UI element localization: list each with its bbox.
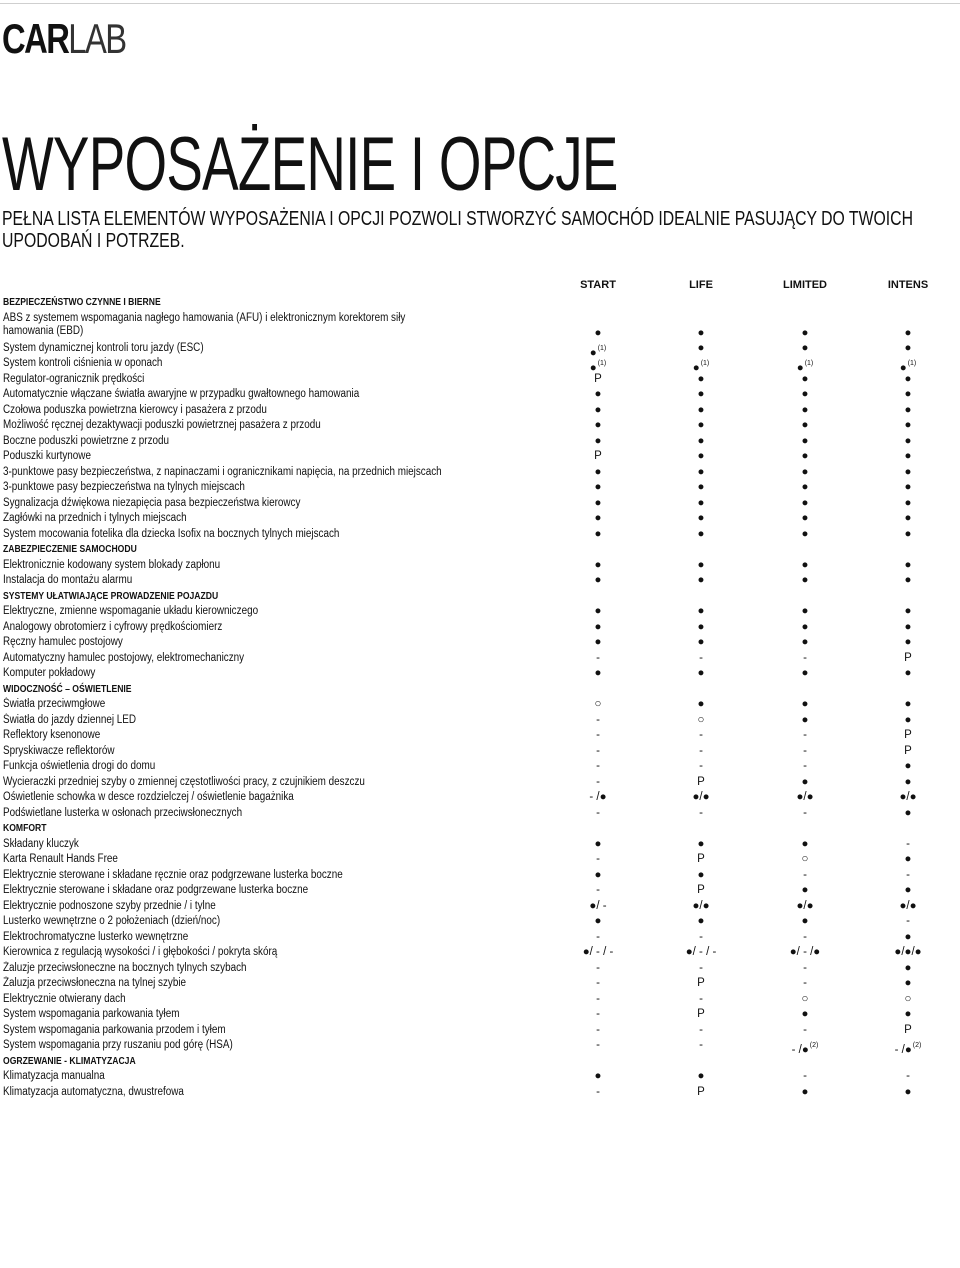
value-limited: ● (801, 775, 809, 788)
section-title: KOMFORT (3, 823, 47, 834)
footnote-marker: (1) (700, 360, 710, 367)
table-row (0, 698, 960, 714)
value-limited: ● (801, 667, 809, 679)
table-row (0, 962, 960, 978)
value-start: ○ (594, 698, 602, 710)
value-life: ●$^{(1)}$ (692, 360, 710, 374)
section-header (0, 822, 960, 838)
value-intens: - (906, 1070, 910, 1082)
value-limited: ● (801, 481, 809, 493)
value-life: - (699, 729, 703, 741)
table-row (0, 1086, 960, 1102)
table-row (0, 1039, 960, 1055)
value-start: - (596, 853, 600, 865)
table-row (0, 652, 960, 668)
feature-label: Reflektory ksenonowe (3, 729, 101, 741)
value-life: ● (697, 372, 705, 385)
value-life: ●/ - / - (685, 946, 717, 958)
value-life: ● (697, 388, 705, 400)
feature-label: Komputer pokładowy (3, 667, 96, 679)
value-limited: - (803, 651, 807, 664)
value-life: ● (697, 481, 705, 493)
value-limited: ●/ - /● (789, 946, 821, 958)
value-start: ● (594, 326, 602, 339)
value-intens: - (906, 837, 910, 850)
value-intens: ● (904, 527, 912, 540)
feature-label: Elektrycznie sterowane i składane ręcznie oraz podgrzewane lusterka boczne (3, 868, 343, 881)
feature-label: Sygnalizacja dźwiękowa niezapięcia pasa bezpieczeństwa kierowcy (3, 496, 301, 509)
value-life: - (699, 1023, 703, 1036)
table-row (0, 388, 960, 404)
value-limited: ● (801, 527, 809, 540)
value-start: - (596, 884, 600, 896)
table-row (0, 915, 960, 931)
value-limited: ○ (801, 992, 809, 1005)
value-life: ● (697, 512, 705, 524)
value-start: - (596, 713, 600, 726)
value-limited: - (803, 1070, 807, 1082)
value-life: ● (697, 434, 705, 447)
feature-label: Analogowy obrotomierz i cyfrowy prędkościomierz (3, 620, 223, 633)
table-row (0, 931, 960, 947)
value-limited: ● (801, 915, 809, 927)
feature-label: Instalacja do montażu alarmu (3, 574, 133, 586)
table-row (0, 605, 960, 621)
value-start: ● (594, 481, 602, 493)
column-header-intens: INTENS (887, 279, 929, 291)
table-row (0, 404, 960, 420)
table-row (0, 884, 960, 900)
brand-logo-light: LAB (68, 15, 126, 62)
value-intens: ●$^{(1)}$ (899, 360, 917, 374)
value-start: ● (594, 388, 602, 400)
feature-label: 3-punktowe pasy bezpieczeństwa, z napinaczami i ogranicznikami napięcia, na przednich miejscach (3, 465, 442, 478)
value-life: P (697, 1085, 705, 1098)
value-intens: ● (904, 574, 912, 586)
table-row (0, 497, 960, 513)
value-start: ●$^{(1)}$ (589, 344, 607, 359)
section-title: ZABEZPIECZENIE SAMOCHODU (3, 544, 137, 555)
feature-label: System kontroli ciśnienia w oponach (3, 357, 163, 369)
value-life: ● (697, 837, 705, 850)
value-life: ● (697, 698, 705, 710)
value-intens: P (904, 1023, 912, 1036)
footnote-marker: (1) (907, 360, 917, 367)
value-start: ● (594, 837, 602, 850)
value-intens: ● (904, 1085, 912, 1098)
value-limited: - /●$^{(2)}$ (791, 1042, 819, 1056)
value-intens: ● (904, 698, 912, 710)
value-intens: ● (904, 372, 912, 385)
value-intens: - /●$^{(2)}$ (894, 1042, 922, 1056)
section-header (0, 683, 960, 699)
table-row (0, 745, 960, 761)
feature-label: ABS z systemem wspomagania nagłego hamowania (AFU) i elektronicznym korektorem siły hamowania (EBD) (3, 311, 406, 337)
feature-label: Karta Renault Hands Free (3, 853, 118, 865)
value-life: ○ (697, 713, 705, 726)
value-intens: ● (904, 620, 912, 633)
value-intens: P (904, 729, 912, 741)
value-limited: ● (801, 372, 809, 385)
value-intens: ● (904, 465, 912, 478)
value-life: ●/● (692, 791, 710, 803)
value-start: ● (594, 915, 602, 927)
value-intens: ● (904, 388, 912, 400)
value-life: ● (697, 1070, 705, 1082)
value-limited: ● (801, 434, 809, 447)
value-intens: ● (904, 496, 912, 509)
table-row (0, 621, 960, 637)
value-intens: ● (904, 419, 912, 431)
value-intens: ● (904, 1008, 912, 1020)
feature-label: System mocowania fotelika dla dziecka Isofix na bocznych tylnych miejscach (3, 527, 340, 540)
value-intens: ● (904, 341, 912, 354)
table-row (0, 667, 960, 683)
value-intens: - (906, 868, 910, 881)
value-life: ● (697, 868, 705, 881)
footnote-marker: (2) (912, 1042, 922, 1049)
value-limited: - (803, 1023, 807, 1036)
feature-label: Zagłówki na przednich i tylnych miejscach (3, 512, 187, 524)
value-start: ● (594, 605, 602, 617)
feature-label: Wycieraczki przedniej szyby o zmiennej częstotliwości pracy, z czujnikiem deszczu (3, 775, 365, 788)
feature-label: Żaluzje przeciwsłoneczne na bocznych tylnych szybach (3, 961, 247, 974)
section-title: WIDOCZNOŚĆ – OŚWIETLENIE (3, 683, 132, 695)
feature-label: Elektronicznie kodowany system blokady zapłonu (3, 558, 221, 571)
feature-label: Elektrycznie podnoszone szyby przednie / i tylne (3, 899, 216, 912)
value-life: - (699, 961, 703, 974)
table-row (0, 714, 960, 730)
value-limited: ● (801, 341, 809, 354)
value-limited: ●/● (796, 899, 814, 912)
value-intens: ● (904, 434, 912, 447)
feature-label: Elektryczne, zmienne wspomaganie układu kierowniczego (3, 605, 259, 617)
feature-label: Elektrycznie otwierany dach (3, 992, 126, 1005)
value-intens: P (904, 651, 912, 664)
value-limited: ○ (801, 853, 809, 865)
value-start: - (596, 806, 600, 819)
table-row (0, 357, 960, 373)
feature-label: Elektrochromatyczne lusterko wewnętrzne (3, 930, 189, 943)
value-intens: ● (904, 713, 912, 726)
value-limited: ● (801, 837, 809, 850)
value-life: ● (697, 419, 705, 431)
value-life: - (699, 930, 703, 943)
value-start: - (596, 977, 600, 989)
value-life: - (699, 806, 703, 819)
feature-label: Automatyczny hamulec postojowy, elektromechaniczny (3, 651, 245, 664)
feature-label: Żaluzja przeciwsłoneczna na tylnej szybie (3, 977, 187, 989)
value-start: - (596, 992, 600, 1005)
value-limited: ● (801, 419, 809, 431)
table-row (0, 528, 960, 544)
table-row (0, 946, 960, 962)
value-limited: ● (801, 496, 809, 509)
value-start: P (594, 372, 602, 385)
feature-label: System wspomagania przy ruszaniu pod górę (HSA) (3, 1039, 233, 1051)
value-intens: ● (904, 961, 912, 974)
value-limited: - (803, 806, 807, 819)
feature-label: Funkcja oświetlenia drogi do domu (3, 760, 156, 772)
table-row (0, 807, 960, 823)
value-limited: - (803, 930, 807, 943)
section-title: SYSTEMY UŁATWIAJĄCE PROWADZENIE POJAZDU (3, 590, 219, 602)
value-start: - (596, 775, 600, 788)
value-life: - (699, 992, 703, 1005)
value-limited: ● (801, 388, 809, 400)
value-start: - (596, 760, 600, 772)
value-intens: ● (904, 930, 912, 943)
value-limited: - (803, 729, 807, 741)
value-limited: ● (801, 713, 809, 726)
table-row (0, 776, 960, 792)
value-start: ●/ - (589, 899, 607, 912)
table-row (0, 512, 960, 528)
table-row (0, 900, 960, 916)
value-life: P (697, 853, 705, 865)
table-row (0, 1024, 960, 1040)
value-start: - (596, 651, 600, 664)
value-limited: - (803, 744, 807, 757)
feature-label: Możliwość ręcznej dezaktywacji poduszki powietrznej pasażera z przodu (3, 419, 321, 431)
table-row (0, 1070, 960, 1086)
value-start: ● (594, 558, 602, 571)
section-title: BEZPIECZEŃSTWO CZYNNE I BIERNE (3, 297, 161, 308)
value-limited: - (803, 977, 807, 989)
table-row (0, 450, 960, 466)
value-limited: - (803, 961, 807, 974)
value-life: - (699, 651, 703, 664)
page-title: WYPOSAŻENIE I OPCJE (2, 122, 618, 207)
feature-label: System wspomagania parkowania tyłem (3, 1008, 180, 1020)
value-start: ● (594, 636, 602, 648)
value-limited: - (803, 868, 807, 881)
value-intens: ●/● (899, 791, 917, 803)
column-header-life: LIFE (689, 279, 713, 291)
feature-label: Boczne poduszki powietrzne z przodu (3, 434, 170, 447)
value-life: ● (697, 636, 705, 648)
value-start: ● (594, 496, 602, 509)
value-start: ● (594, 527, 602, 540)
footnote-marker: (1) (597, 344, 607, 352)
table-row (0, 760, 960, 776)
value-intens: ● (904, 403, 912, 416)
value-start: - /● (589, 791, 607, 803)
value-start: ● (594, 434, 602, 447)
value-start: - (596, 729, 600, 741)
value-life: ● (697, 341, 705, 354)
table-row (0, 466, 960, 482)
feature-label: Lusterko wewnętrzne o 2 położeniach (dzień/noc) (3, 915, 221, 927)
value-intens: ● (904, 558, 912, 571)
value-start: ● (594, 419, 602, 431)
feature-label: Czołowa poduszka powietrzna kierowcy i pasażera z przodu (3, 403, 267, 416)
value-life: ● (697, 403, 705, 416)
value-life: ● (697, 496, 705, 509)
value-life: P (697, 977, 705, 989)
feature-label: Poduszki kurtynowe (3, 450, 91, 462)
value-intens: ●/● (899, 899, 917, 912)
feature-label: Oświetlenie schowka w desce rozdzielczej / oświetlenie bagażnika (3, 791, 294, 803)
value-limited: ● (801, 620, 809, 633)
table-row (0, 311, 960, 339)
feature-label: Elektrycznie sterowane i składane oraz podgrzewane lusterka boczne (3, 884, 309, 896)
value-life: ● (697, 450, 705, 462)
value-start: - (596, 1085, 600, 1098)
value-start: P (594, 450, 602, 462)
value-life: ● (697, 574, 705, 586)
value-life: ● (697, 605, 705, 617)
value-intens: ● (904, 853, 912, 865)
value-start: ● (594, 1070, 602, 1082)
value-life: ● (697, 465, 705, 478)
value-start: ● (594, 868, 602, 881)
value-start: - (596, 744, 600, 757)
table-row (0, 869, 960, 885)
footnote-marker: (1) (804, 360, 814, 367)
feature-label: Światła przeciwmgłowe (3, 698, 106, 710)
feature-label: Spryskiwacze reflektorów (3, 744, 115, 757)
feature-label: Składany kluczyk (3, 837, 79, 850)
feature-label: Klimatyzacja automatyczna, dwustrefowa (3, 1085, 184, 1098)
value-start: ● (594, 667, 602, 679)
section-header (0, 296, 960, 312)
feature-label: 3-punktowe pasy bezpieczeństwa na tylnych miejscach (3, 481, 245, 493)
footnote-marker: (1) (597, 360, 607, 367)
feature-label: System dynamicznej kontroli toru jazdy (ESC) (3, 341, 204, 354)
value-intens: ● (904, 605, 912, 617)
value-life: P (697, 884, 705, 896)
table-row (0, 559, 960, 575)
value-life: - (699, 760, 703, 772)
value-start: - (596, 1023, 600, 1036)
table-row (0, 435, 960, 451)
value-start: ●$^{(1)}$ (589, 360, 607, 374)
table-row (0, 977, 960, 993)
table-row (0, 373, 960, 389)
table-row (0, 838, 960, 854)
table-row (0, 993, 960, 1009)
value-start: - (596, 1008, 600, 1020)
value-limited: ● (801, 450, 809, 462)
feature-label: Ręczny hamulec postojowy (3, 636, 123, 648)
value-start: ● (594, 403, 602, 416)
value-intens: ●/●/● (894, 946, 922, 958)
feature-label: Podświetlane lusterka w osłonach przeciwsłonecznych (3, 806, 243, 819)
value-start: - (596, 930, 600, 943)
feature-label: Klimatyzacja manualna (3, 1070, 105, 1082)
brand-logo-bold: CAR (2, 15, 69, 62)
value-start: ● (594, 574, 602, 586)
value-start: - (596, 1039, 600, 1051)
value-limited: ● (801, 512, 809, 524)
column-header-limited: LIMITED (783, 279, 827, 291)
value-limited: ● (801, 403, 809, 416)
value-life: ● (697, 915, 705, 927)
value-life: ● (697, 558, 705, 571)
value-intens: ● (904, 512, 912, 524)
value-limited: ● (801, 558, 809, 571)
value-start: ● (594, 512, 602, 524)
value-life: - (699, 1039, 703, 1051)
table-row (0, 481, 960, 497)
value-life: ● (697, 527, 705, 540)
table-row (0, 419, 960, 435)
value-intens: ● (904, 667, 912, 679)
value-intens: ● (904, 636, 912, 648)
value-intens: ● (904, 806, 912, 819)
value-life: ● (697, 620, 705, 633)
table-row (0, 342, 960, 358)
table-row (0, 574, 960, 590)
value-limited: ● (801, 636, 809, 648)
column-header-start: START (580, 279, 616, 291)
feature-label: Światła do jazdy dziennej LED (3, 713, 137, 726)
table-row (0, 791, 960, 807)
page-subtitle: PEŁNA LISTA ELEMENTÓW WYPOSAŻENIA I OPCJI POZWOLI STWORZYĆ SAMOCHÓD IDEALNIE PASUJĄCY DO TWOICH UPODOBAŃ I POTRZEB. (2, 208, 913, 252)
value-limited: ● (801, 1008, 809, 1020)
value-limited: ● (801, 884, 809, 896)
value-life: - (699, 744, 703, 757)
table-row (0, 729, 960, 745)
value-intens: ● (904, 326, 912, 339)
value-life: ● (697, 667, 705, 679)
value-intens: ● (904, 481, 912, 493)
feature-label: Regulator-ogranicznik prędkości (3, 372, 145, 385)
value-limited: ● (801, 605, 809, 617)
value-limited: ●$^{(1)}$ (796, 360, 814, 374)
section-title: OGRZEWANIE - KLIMATYZACJA (3, 1055, 136, 1067)
value-intens: P (904, 744, 912, 757)
value-life: ● (697, 326, 705, 339)
feature-label: Kierownica z regulacją wysokości / i głębokości / pokryta skórą (3, 946, 278, 958)
feature-label: Automatycznie włączane światła awaryjne w przypadku gwałtownego hamowania (3, 388, 360, 400)
value-start: ●/ - / - (582, 946, 614, 958)
value-life: P (697, 775, 705, 788)
value-start: - (596, 961, 600, 974)
value-intens: ● (904, 450, 912, 462)
value-limited: - (803, 760, 807, 772)
value-limited: ● (801, 574, 809, 586)
section-header (0, 590, 960, 606)
value-start: ● (594, 620, 602, 633)
table-row (0, 853, 960, 869)
value-intens: ● (904, 977, 912, 989)
value-limited: ● (801, 465, 809, 478)
value-life: P (697, 1008, 705, 1020)
value-intens: ● (904, 760, 912, 772)
value-life: ●/● (692, 899, 710, 912)
feature-label: System wspomagania parkowania przodem i tyłem (3, 1023, 226, 1036)
table-row (0, 636, 960, 652)
value-intens: ● (904, 884, 912, 896)
value-intens: ● (904, 775, 912, 788)
value-intens: - (906, 915, 910, 927)
value-limited: ● (801, 326, 809, 339)
value-intens: ○ (904, 992, 912, 1005)
value-limited: ● (801, 698, 809, 710)
section-header (0, 1055, 960, 1071)
value-limited: ● (801, 1085, 809, 1098)
table-row (0, 1008, 960, 1024)
value-limited: ●/● (796, 791, 814, 803)
section-header (0, 543, 960, 559)
footnote-marker: (2) (809, 1042, 819, 1049)
value-start: ● (594, 465, 602, 478)
